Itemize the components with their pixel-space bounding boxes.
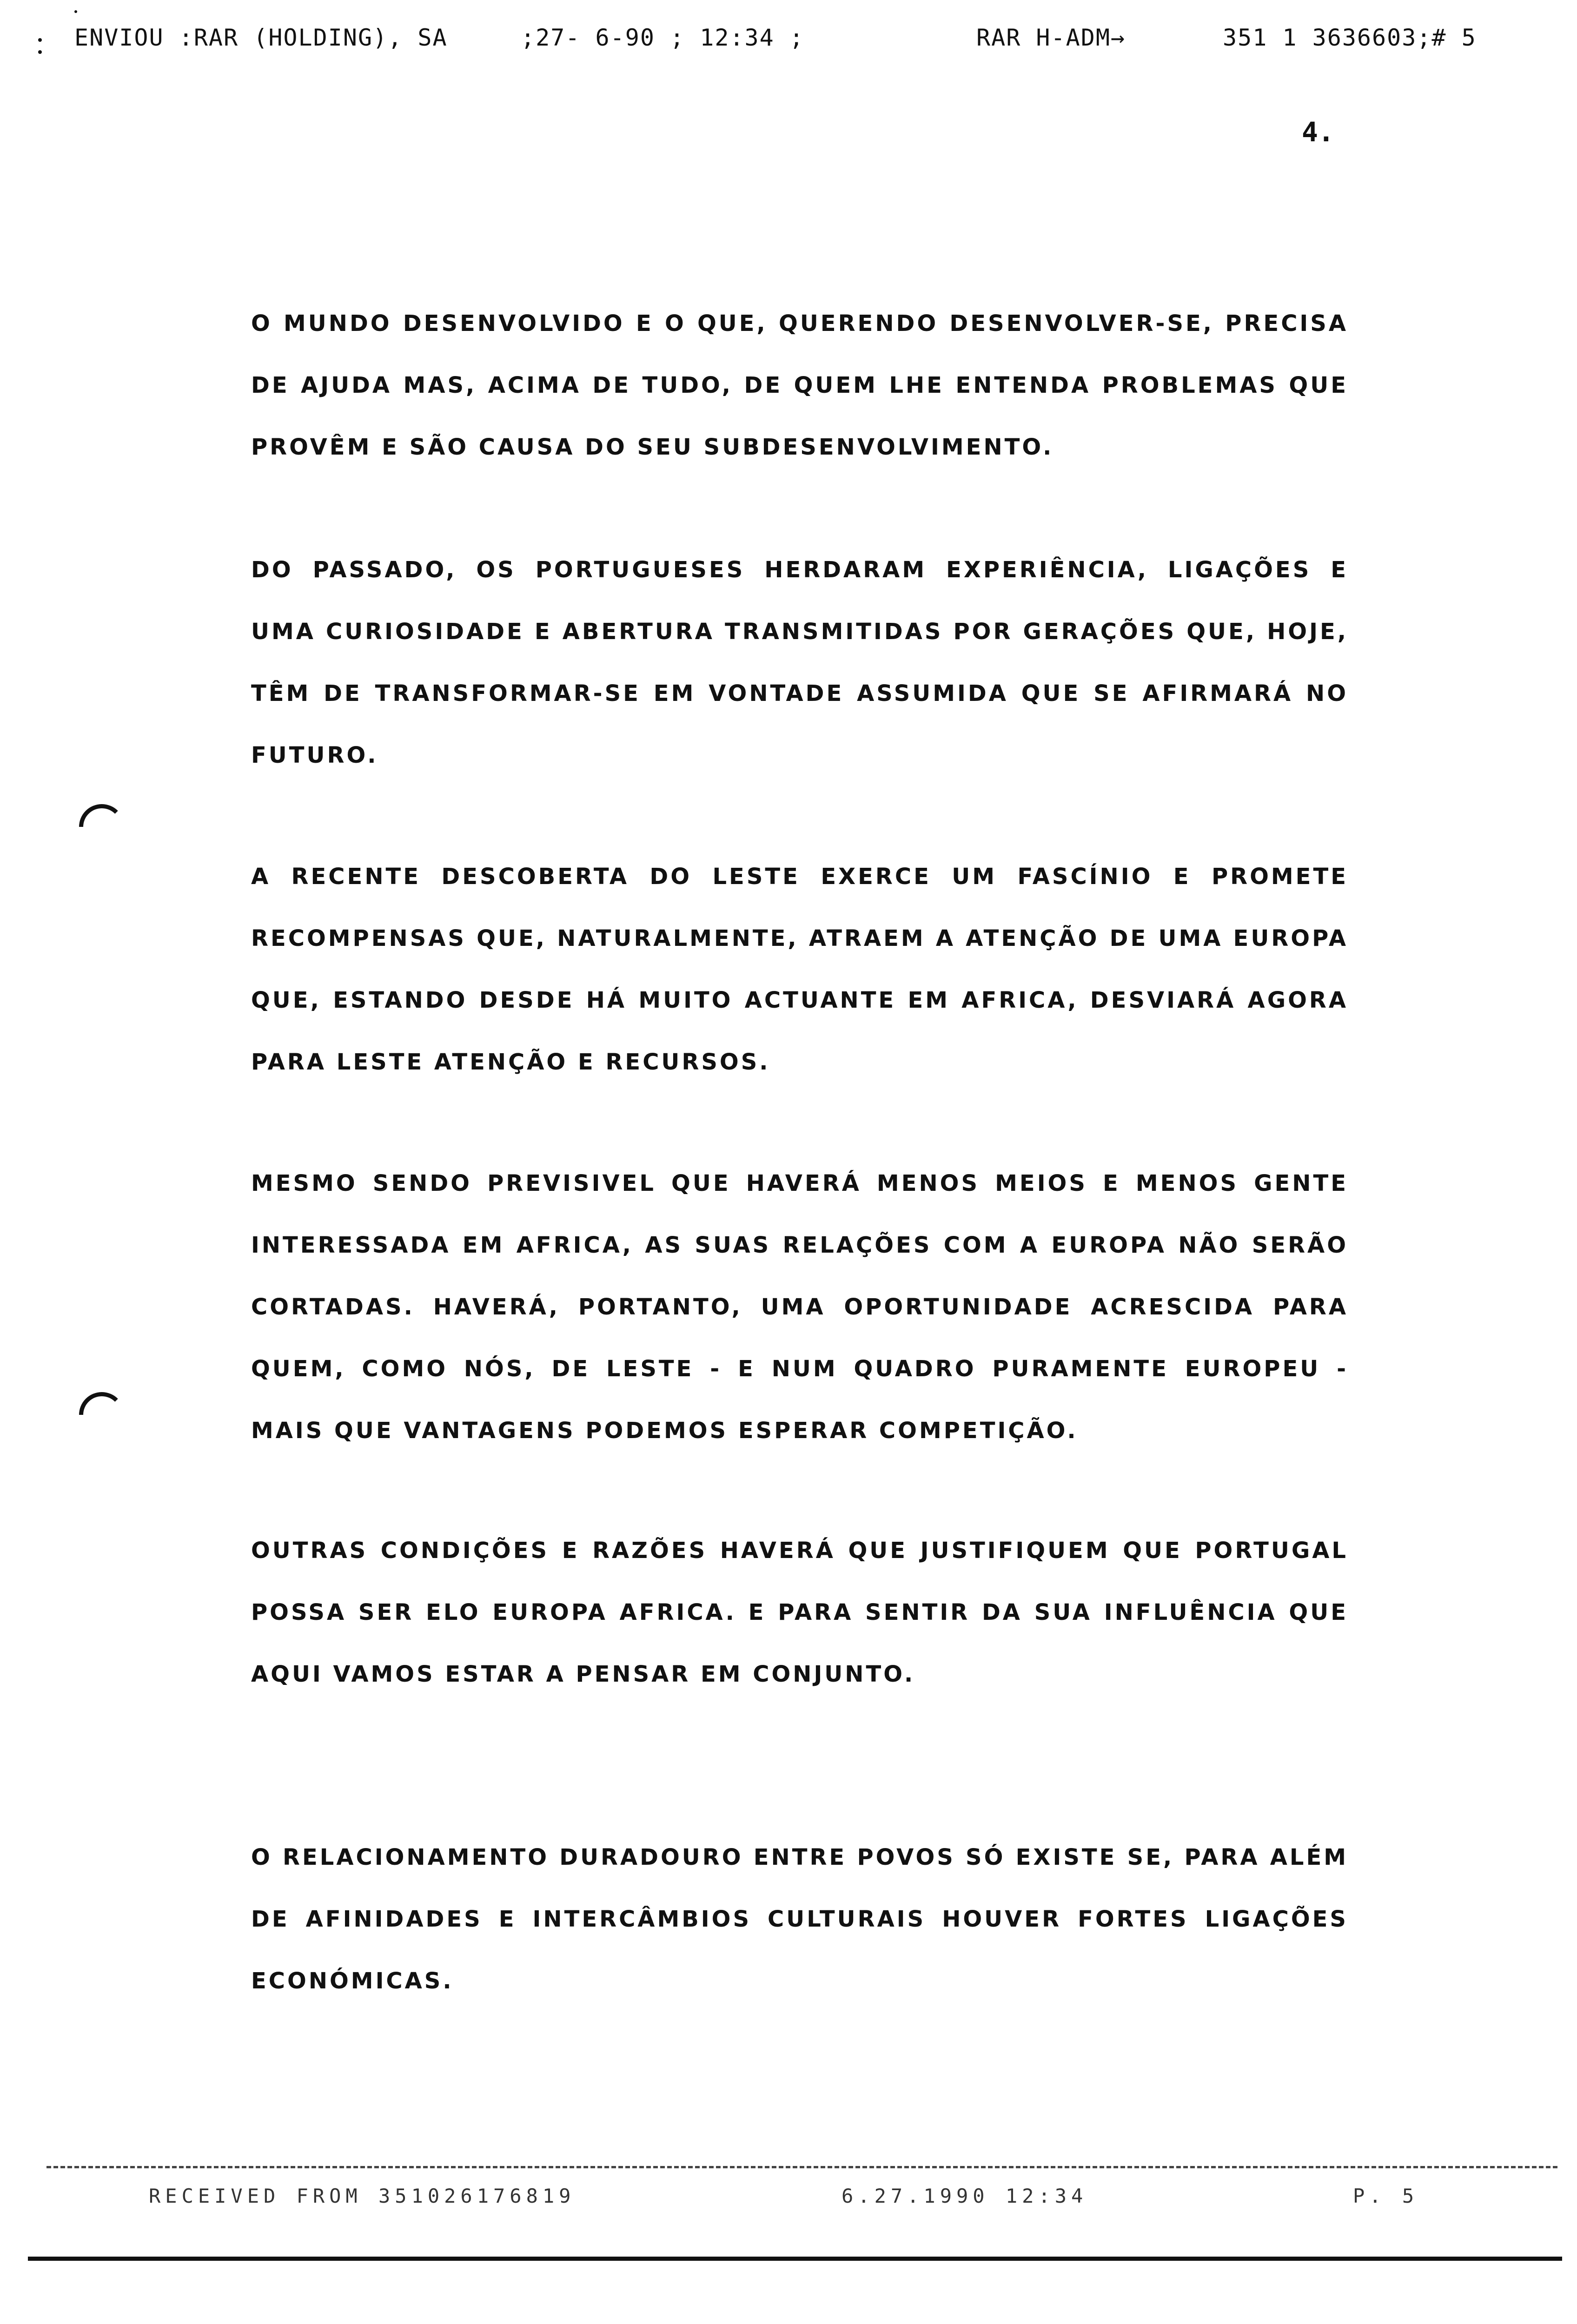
paragraph: O RELACIONAMENTO DURADOURO ENTRE POVOS SÓ EXISTE SE, PARA ALÉM DE AFINIDADES E INTERCÂMBIOS CULTURAIS HOUVER FORTES LIGAÇÕES ECONÓMICAS. — [251, 1844, 1348, 1994]
fax-sender: ENVIOU :RAR (HOLDING), SA — [74, 24, 448, 51]
fax-number-page: 351 1 3636603;# 5 — [1223, 24, 1477, 51]
paragraph: MESMO SENDO PREVISIVEL QUE HAVERÁ MENOS MEIOS E MENOS GENTE INTERESSADA EM AFRICA, AS SUAS RELAÇÕES COM A EUROPA NÃO SERÃO CORTADAS. HAVERÁ, PORTANTO, UMA OPORTUNIDADE ACRESCIDA PARA QUEM, COMO NÓS, DE LESTE - E NUM QUADRO PURAMENTE EUROPEU - MAIS QUE VANTAGENS PODEMOS ESPERAR COMPETIÇÃO. — [251, 1170, 1348, 1444]
paragraph: DO PASSADO, OS PORTUGUESES HERDARAM EXPERIÊNCIA, LIGAÇÕES E UMA CURIOSIDADE E ABERTURA TRANSMITIDAS POR GERAÇÕES QUE, HOJE, TÊM DE TRANSFORMAR-SE EM VONTADE ASSUMIDA QUE SE AFIRMARÁ NO FUTURO. — [251, 557, 1348, 768]
fax-date-time: ;27- 6-90 ; 12:34 ; — [521, 24, 804, 51]
fax-divider-solid — [28, 2257, 1562, 2261]
fax-received-from: RECEIVED FROM 351026176819 — [149, 2185, 576, 2207]
punch-hole-mark — [79, 804, 125, 827]
punch-hole-mark — [79, 1392, 125, 1415]
fax-artifact-dot — [74, 10, 77, 13]
page-number: 4. — [1302, 116, 1334, 148]
fax-received-page: P. 5 — [1353, 2185, 1419, 2207]
fax-divider-dotted — [46, 2166, 1557, 2168]
paragraph: A RECENTE DESCOBERTA DO LESTE EXERCE UM FASCÍNIO E PROMETE RECOMPENSAS QUE, NATURALMENTE, ATRAEM A ATENÇÃO DE UMA EUROPA QUE, ESTANDO DESDE HÁ MUITO ACTUANTE EM AFRICA, DESVIARÁ AGORA PARA LESTE ATENÇÃO E RECURSOS. — [251, 864, 1348, 1075]
fax-received-date-time: 6.27.1990 12:34 — [842, 2185, 1088, 2207]
fax-station: RAR H-ADM→ — [976, 24, 1126, 51]
paragraph: OUTRAS CONDIÇÕES E RAZÕES HAVERÁ QUE JUSTIFIQUEM QUE PORTUGAL POSSA SER ELO EUROPA AFRICA. E PARA SENTIR DA SUA INFLUÊNCIA QUE AQUI VAMOS ESTAR A PENSAR EM CONJUNTO. — [251, 1538, 1348, 1687]
paragraph: O MUNDO DESENVOLVIDO E O QUE, QUERENDO DESENVOLVER-SE, PRECISA DE AJUDA MAS, ACIMA DE TUDO, DE QUEM LHE ENTENDA PROBLEMAS QUE PROVÊM E SÃO CAUSA DO SEU SUBDESENVOLVIMENTO. — [251, 310, 1348, 460]
fax-header — [0, 24, 1577, 61]
